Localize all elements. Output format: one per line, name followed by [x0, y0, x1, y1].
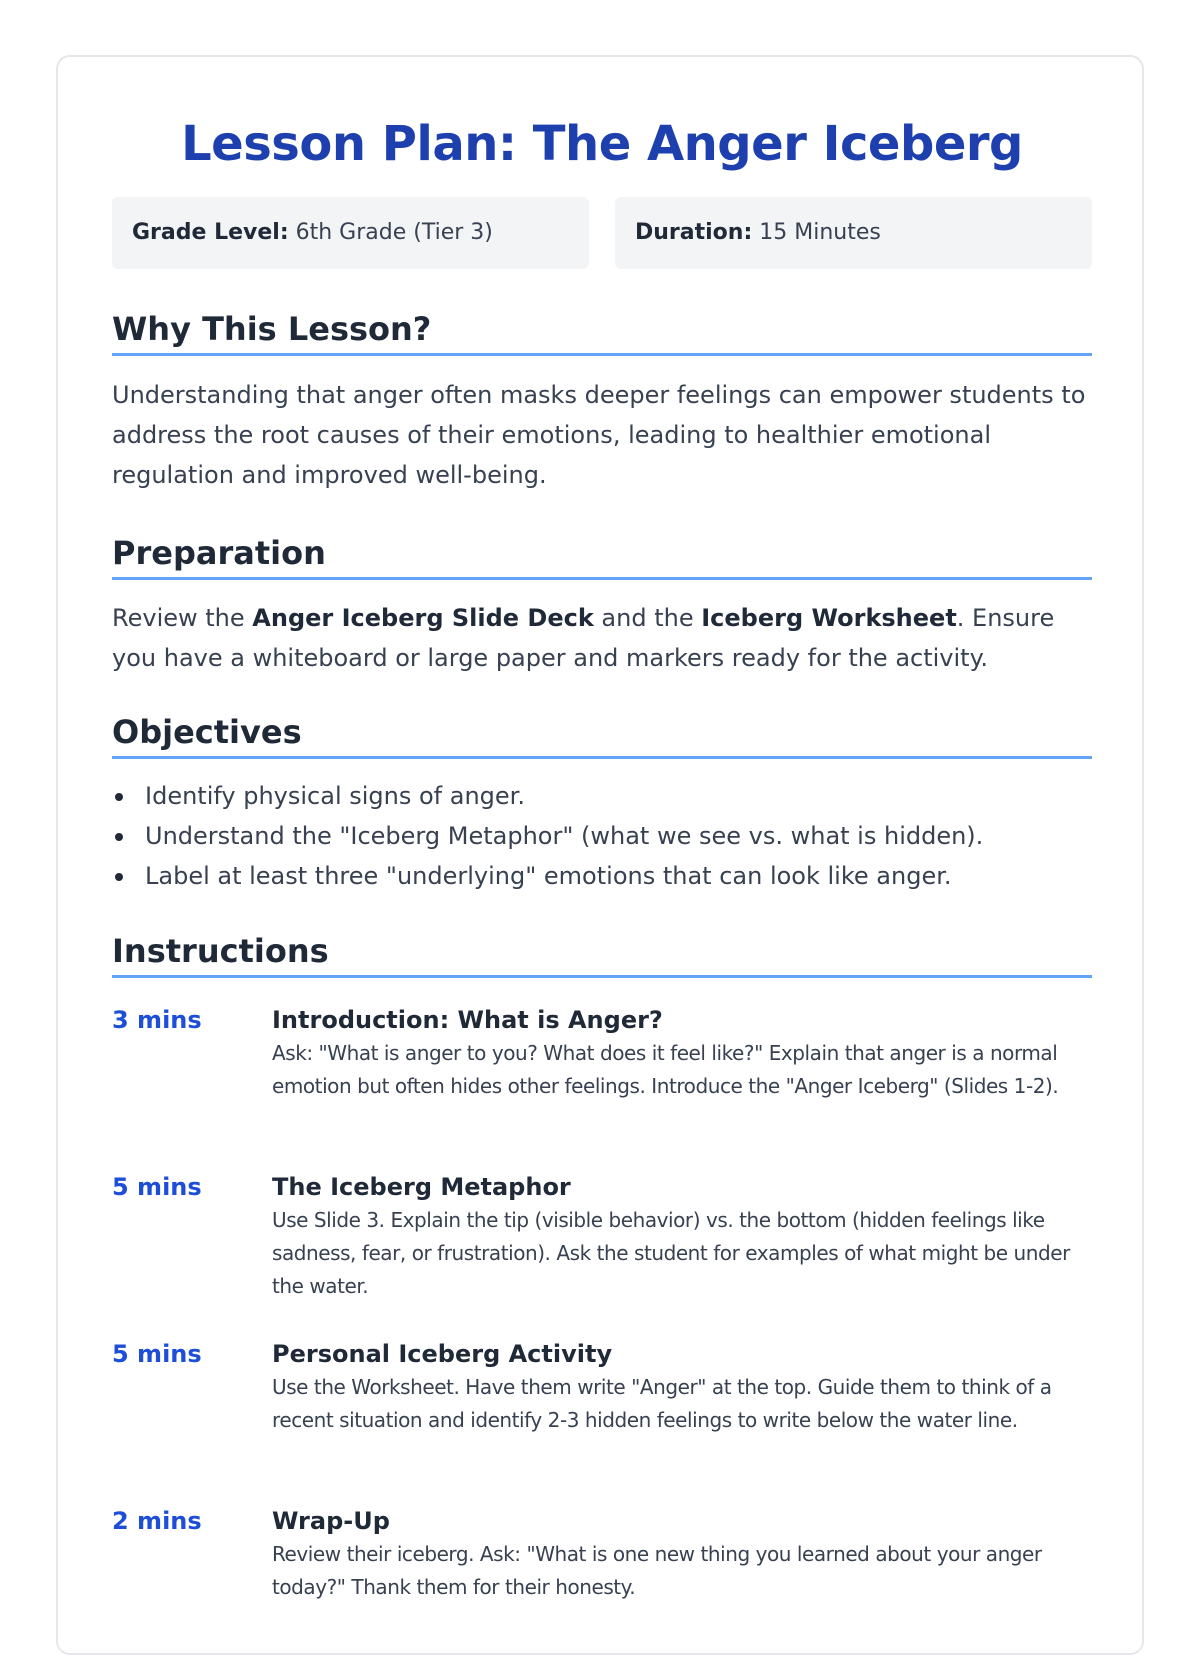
duration-box: [615, 197, 1092, 269]
step-title: Wrap-Up: [272, 1507, 390, 1535]
step-time: 2 mins: [112, 1507, 202, 1535]
step-description: Ask: "What is anger to you? What does it feel like?" Explain that anger is a normal emotion but often hides other feelings. Introduce the "Anger Iceberg" (Slides 1-2).: [272, 1041, 1059, 1098]
grade-level-label: Grade Level:: [132, 220, 289, 245]
list-item: Label at least three "underlying" emotions that can look like anger.: [112, 856, 1092, 896]
duration-value: 15 Minutes: [759, 220, 881, 245]
step-description: Review their iceberg. Ask: "What is one new thing you learned about your anger today?" Thank them for their honesty.: [272, 1542, 1042, 1599]
step-description: Use the Worksheet. Have them write "Anger" at the top. Guide them to think of a recent situation and identify 2-3 hidden feelings to write below the water line.: [272, 1375, 1052, 1432]
preparation-heading: Preparation: [112, 531, 1092, 580]
step-time: 3 mins: [112, 1006, 202, 1034]
grade-level-box: [112, 197, 589, 269]
why-text: Understanding that anger often masks deeper feelings can empower students to address the root causes of their emotions, leading to healthier emotional regulation and improved well-being.: [112, 381, 1086, 489]
preparation-text: [112, 598, 1092, 678]
step-description: Use Slide 3. Explain the tip (visible behavior) vs. the bottom (hidden feelings like sadness, fear, or frustration). Ask the student for examples of what might be under the water.: [272, 1208, 1070, 1298]
preparation-text-part: . Ensure you have a whiteboard or large paper and markers ready for the activity.: [112, 604, 1055, 672]
preparation-text-part: Review the: [112, 604, 253, 632]
duration-label: Duration:: [635, 220, 753, 245]
page-title: Lesson Plan: The Anger Iceberg: [181, 116, 1023, 172]
why-heading: Why This Lesson?: [112, 307, 1092, 356]
slide-deck-name: Anger Iceberg Slide Deck: [252, 604, 594, 632]
step-title: Personal Iceberg Activity: [272, 1340, 613, 1368]
instructions-heading: Instructions: [112, 929, 1092, 978]
step-title: The Iceberg Metaphor: [272, 1173, 571, 1201]
worksheet-name: Iceberg Worksheet: [701, 604, 957, 632]
step-title: Introduction: What is Anger?: [272, 1006, 663, 1034]
grade-level-value: 6th Grade (Tier 3): [295, 220, 493, 245]
lesson-plan-card: [56, 55, 1144, 1655]
objectives-list: [112, 776, 1092, 896]
list-item: Understand the "Iceberg Metaphor" (what we see vs. what is hidden).: [112, 816, 1092, 856]
list-item: Identify physical signs of anger.: [112, 776, 1092, 816]
step-time: 5 mins: [112, 1173, 202, 1201]
preparation-text-part: and the: [593, 604, 702, 632]
objectives-heading: Objectives: [112, 710, 1092, 759]
step-time: 5 mins: [112, 1340, 202, 1368]
